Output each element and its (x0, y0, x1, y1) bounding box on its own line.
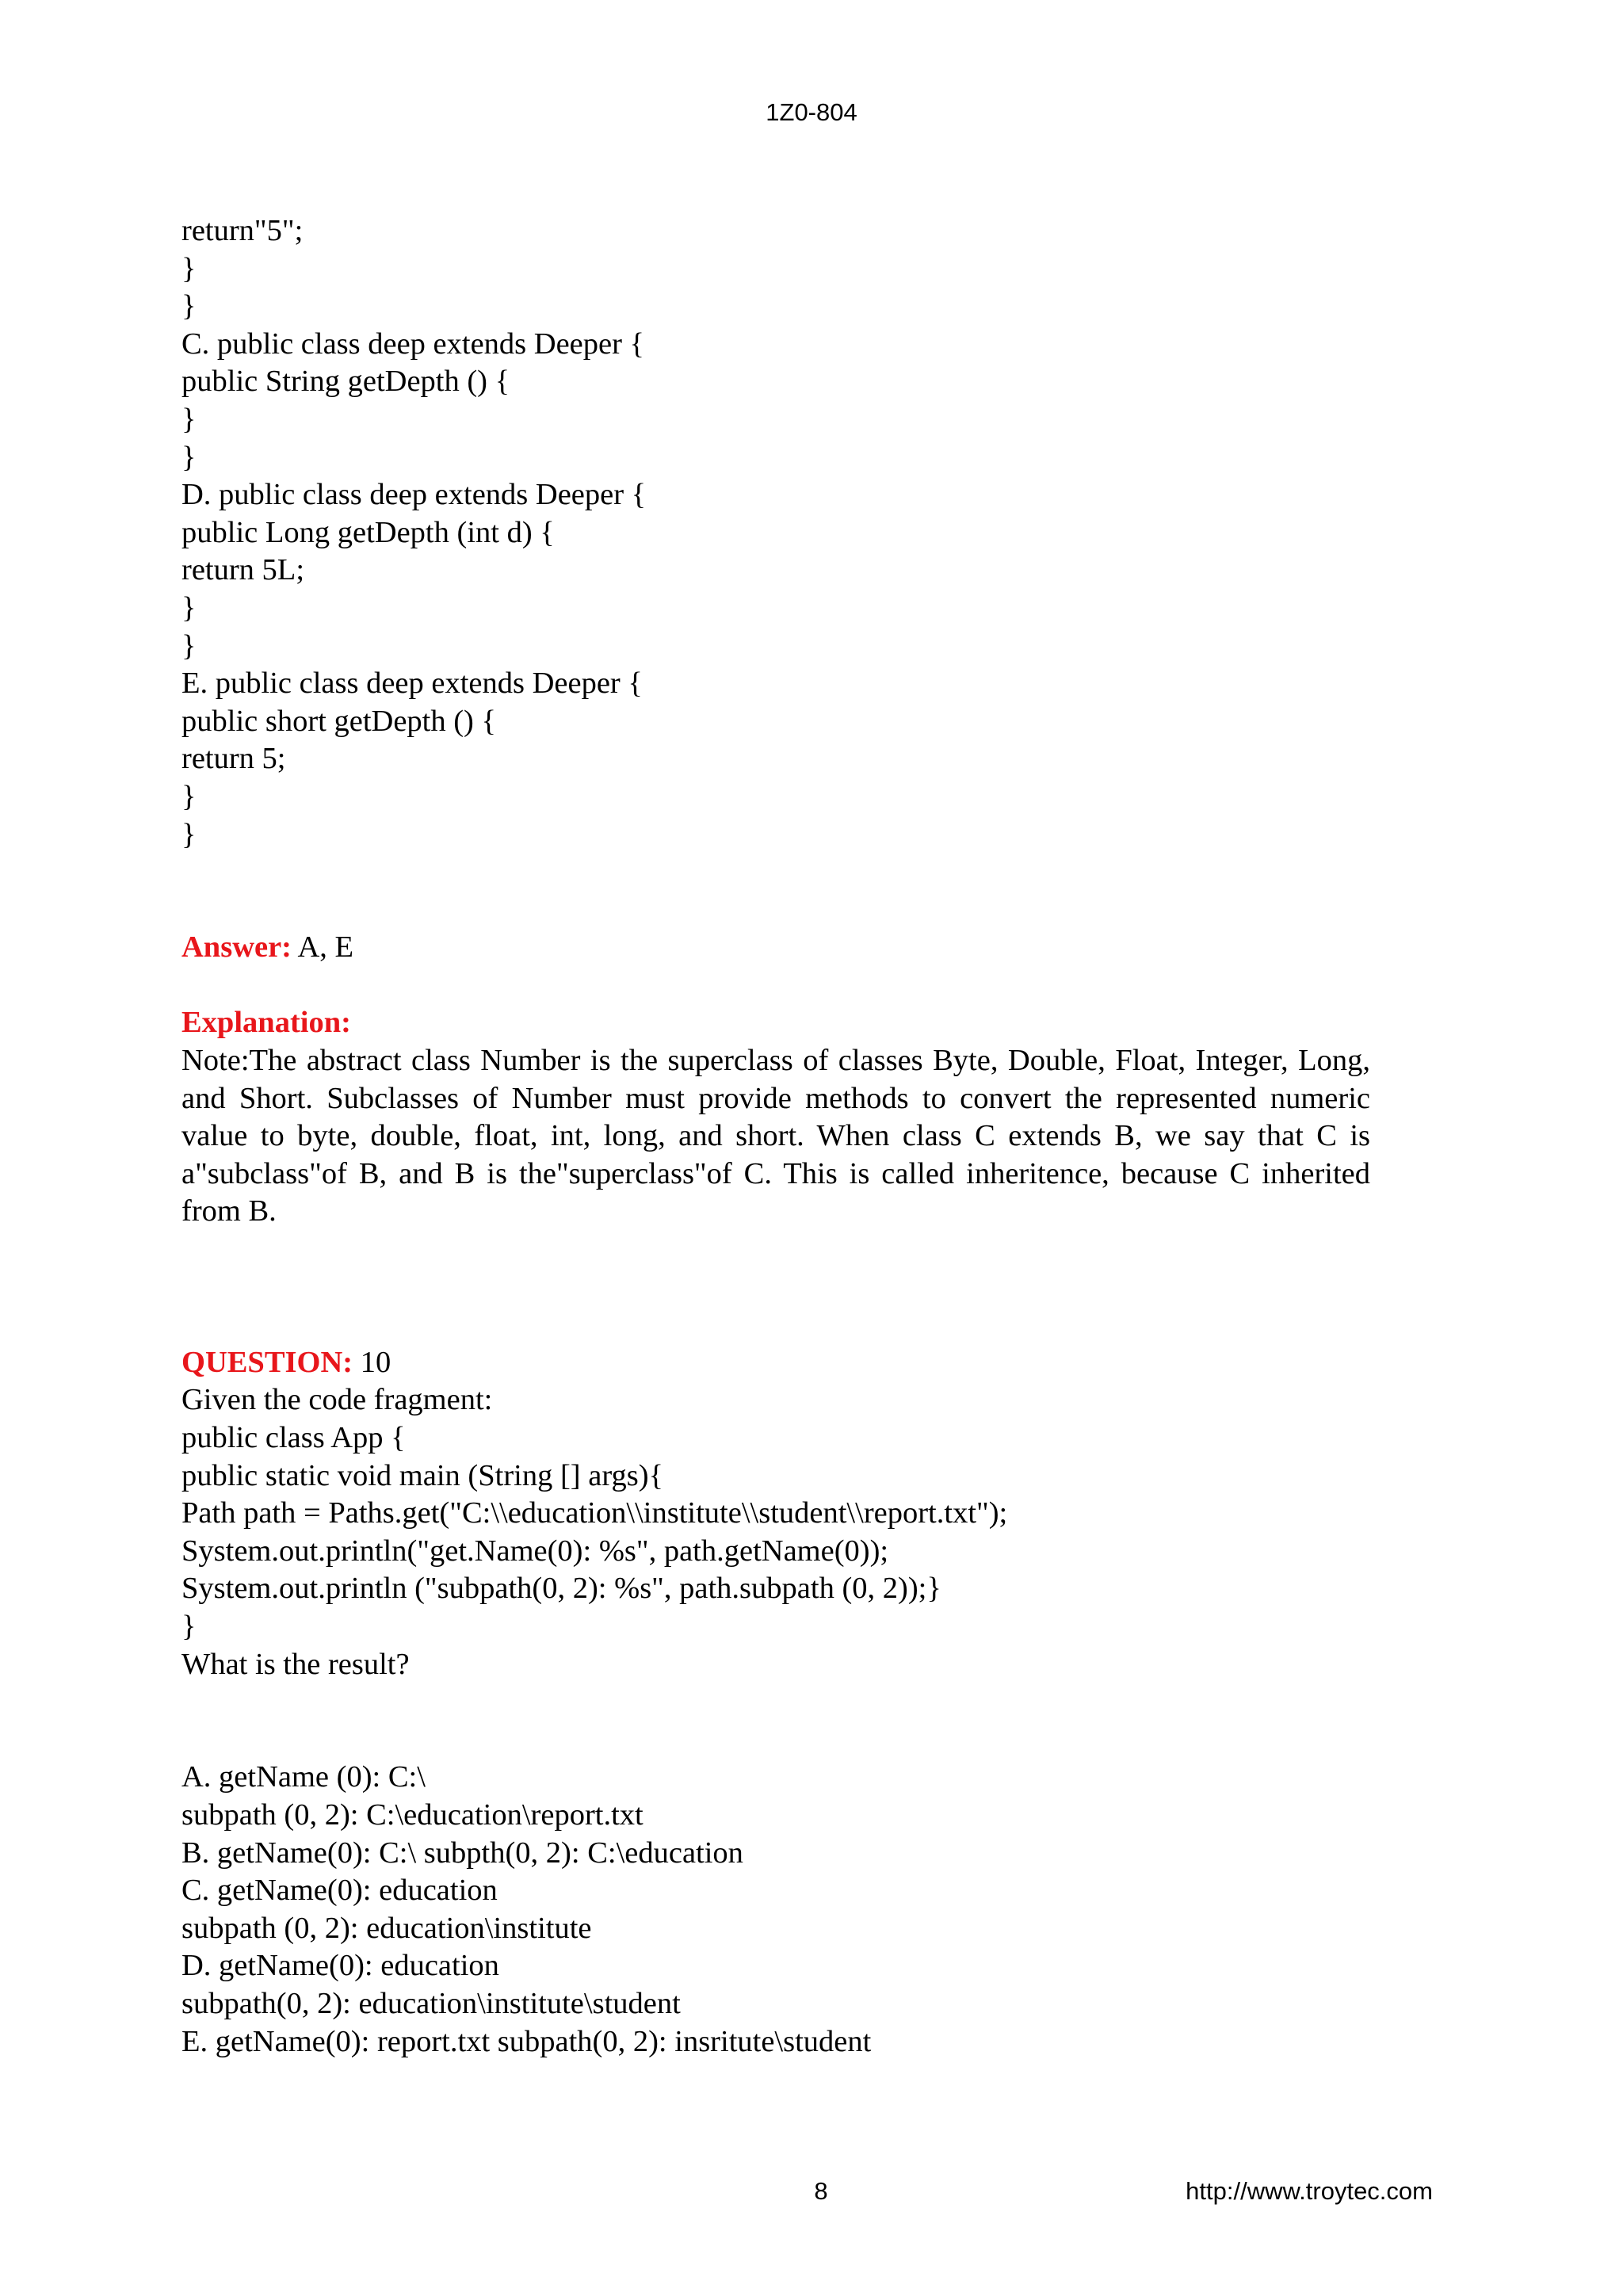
answer-options (181, 1759, 1370, 2061)
option-line: subpath (0, 2): education\institute (181, 1911, 592, 1945)
code-line: } (181, 402, 197, 436)
code-line: D. public class deep extends Deeper { (181, 478, 647, 512)
question-line: What is the result? (181, 1647, 410, 1681)
explanation-text: Note:The abstract class Number is the superclass of classes Byte, Double, Float, Integer, Long, and Short. Subclasses of Number must provide methods to convert the represented numeric value to byte, double, float, int, long, and short. When class C extends B, we say that C is a"subclass"of B, and B is the"superclass"of C. This is called inheritence, because C inherited from B. (181, 1044, 1370, 1228)
code-line: } (181, 628, 197, 663)
code-line: } (181, 590, 197, 625)
option-line: D. getName(0): education (181, 1949, 499, 1983)
code-line: E. public class deep extends Deeper { (181, 667, 643, 701)
question-line: public class App { (181, 1421, 406, 1454)
code-line: } (181, 779, 197, 813)
option-line: B. getName(0): C:\ subpth(0, 2): C:\education (181, 1836, 743, 1870)
code-line: public short getDepth () { (181, 704, 496, 738)
question-line: System.out.println("get.Name(0): %s", path.getName(0)); (181, 1534, 889, 1568)
footer-url: http://www.troytec.com (1186, 2177, 1433, 2205)
question-line: System.out.println ("subpath(0, 2): %s", path.subpath (0, 2));} (181, 1572, 941, 1606)
explanation-label: Explanation: (181, 1006, 351, 1040)
answer-line (181, 929, 1370, 967)
code-line: return 5; (181, 742, 286, 776)
option-line: A. getName (0): C:\ (181, 1760, 426, 1794)
code-line: } (181, 440, 197, 474)
question-line: Given the code fragment: (181, 1383, 493, 1417)
code-line: return 5L; (181, 553, 305, 587)
page-number: 8 (814, 2177, 828, 2205)
page-content (181, 212, 1370, 2061)
option-line: subpath(0, 2): education\institute\student (181, 1986, 681, 2020)
answer-value: A, E (292, 930, 354, 965)
code-line: public String getDepth () { (181, 365, 510, 399)
exam-code-header: 1Z0-804 (766, 98, 857, 126)
question-number: 10 (353, 1345, 391, 1379)
option-line: C. getName(0): education (181, 1874, 498, 1908)
question-line: Path path = Paths.get("C:\\education\\institute\\student\\report.txt"); (181, 1496, 1008, 1530)
question-label: QUESTION: (181, 1345, 353, 1379)
code-line: C. public class deep extends Deeper { (181, 327, 645, 361)
option-line: subpath (0, 2): C:\education\report.txt (181, 1797, 643, 1832)
question-line: } (181, 1609, 197, 1643)
code-block-top (181, 212, 1370, 854)
code-line: } (181, 817, 197, 851)
code-line: public Long getDepth (int d) { (181, 515, 555, 549)
option-line: E. getName(0): report.txt subpath(0, 2): insritute\student (181, 2024, 872, 2058)
question-heading (181, 1344, 1370, 1382)
answer-label: Answer: (181, 930, 292, 965)
question-body (181, 1381, 1370, 1683)
code-line: } (181, 251, 197, 285)
code-line: } (181, 289, 197, 323)
code-line: return"5"; (181, 214, 304, 247)
question-line: public static void main (String [] args){ (181, 1458, 663, 1492)
